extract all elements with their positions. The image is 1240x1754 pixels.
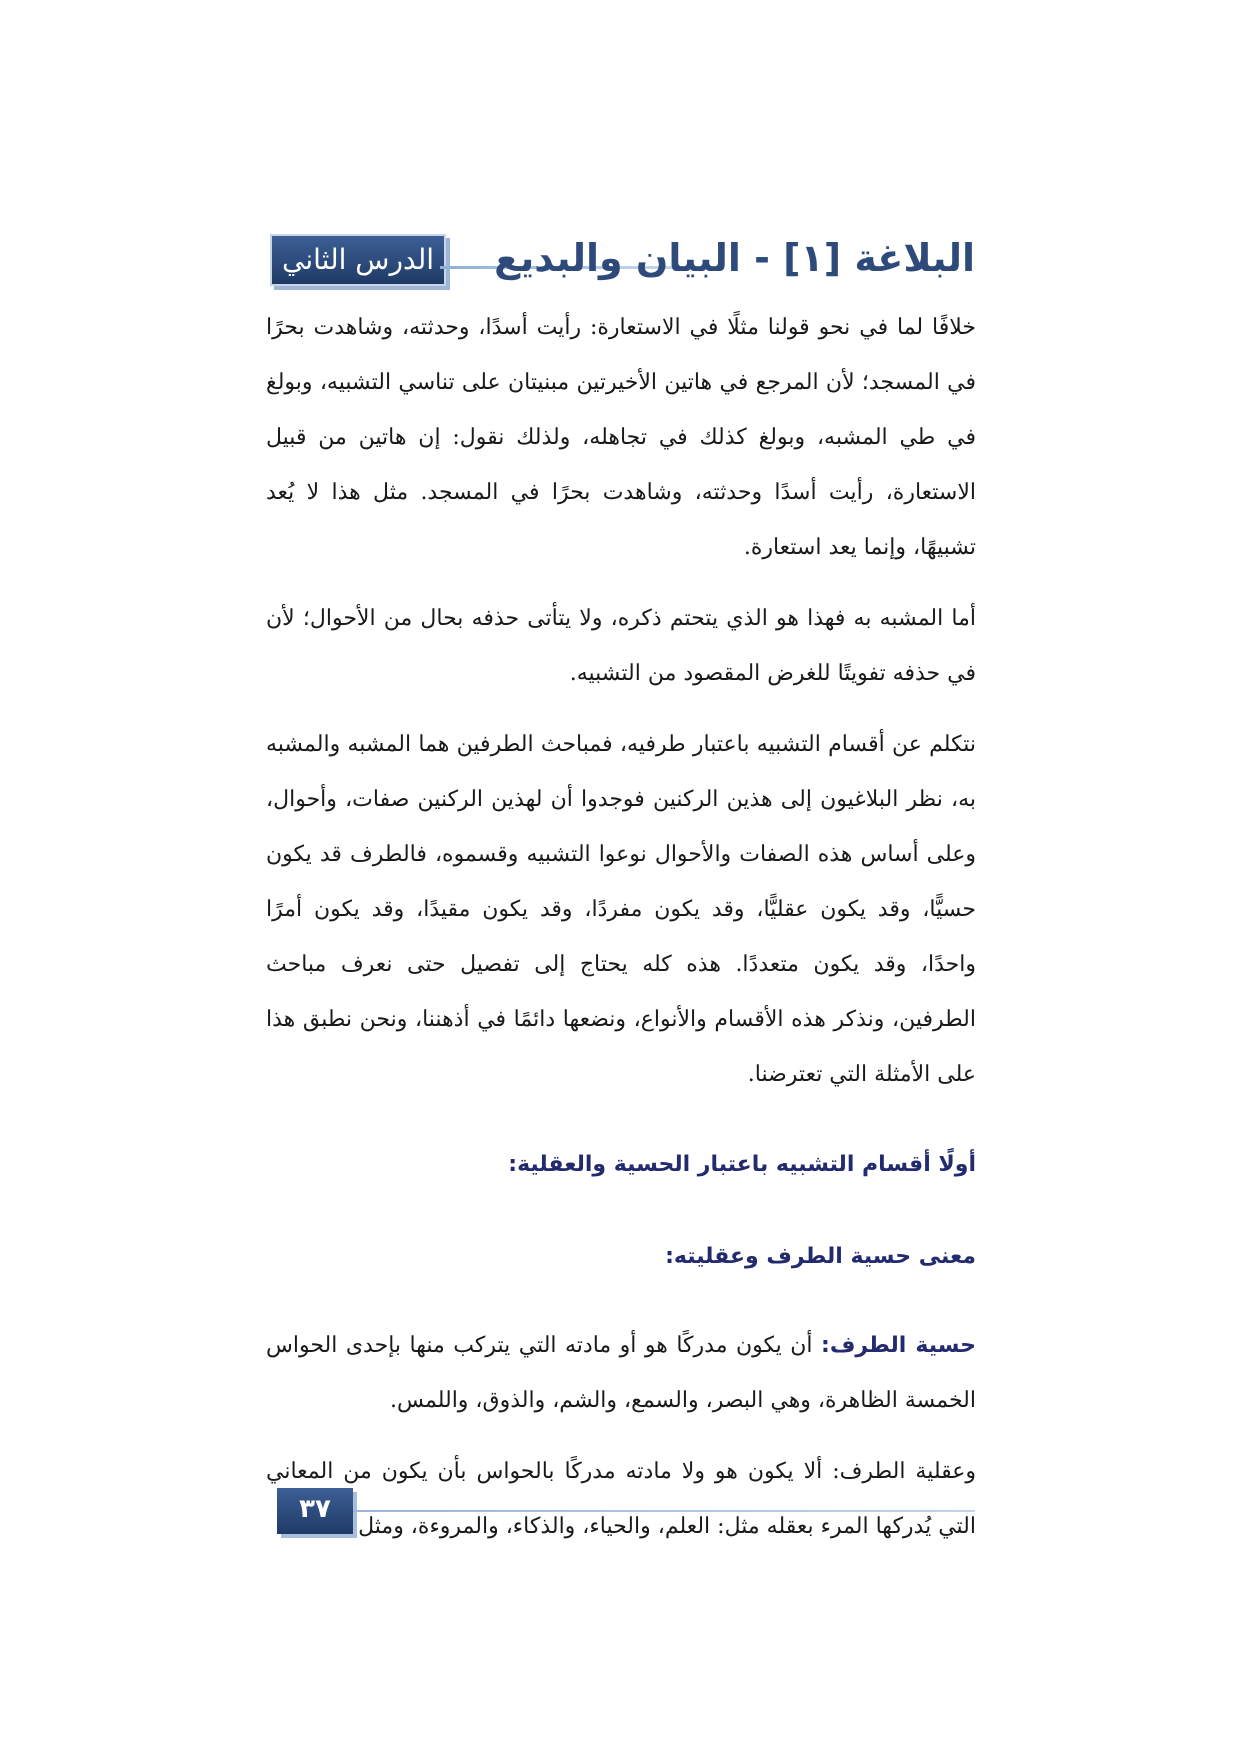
page-header — [270, 232, 975, 292]
paragraph: نتكلم عن أقسام التشبيه باعتبار طرفيه، فمباحث الطرفين هما المشبه والمشبه به، نظر البلاغيون إلى هذين الركنين فوجدوا أن لهذين الركنين صفات، وأحوال، وعلى أساس هذه الصفات والأحوال نوعوا التشبيه وقسموه، فالطرف قد يكون حسيًّا، وقد يكون عقليًّا، وقد يكون مفردًا، وقد يكون مقيدًا، وقد يكون أمرًا واحدًا، وقد يكون متعددًا. هذه كله يحتاج إلى تفصيل حتى نعرف مباحث الطرفين، ونذكر هذه الأقسام والأنواع، ونضعها دائمًا في أذهننا، ونحن نطبق هذا على الأمثلة التي تعترضنا. — [266, 732, 976, 1087]
page-footer — [277, 1488, 975, 1538]
lesson-badge — [270, 234, 446, 286]
book-title: البلاغة [١] - البيان والبديع — [494, 236, 975, 280]
definition-paragraph: وعقلية الطرف: ألا يكون هو ولا مادته مدركًا بالحواس بأن يكون من المعاني التي يُدركها المرء بعقله مثل: العلم، والحياء، والذكاء، والمروءة، ومثل — [266, 1459, 976, 1539]
subsection-heading: معنى حسية الطرف وعقليته: — [665, 1244, 976, 1269]
footer-divider — [353, 1510, 975, 1512]
page-body — [266, 300, 976, 1570]
page-number: ٣٧ — [299, 1494, 331, 1524]
paragraph: أما المشبه به فهذا هو الذي يتحتم ذكره، ولا يتأتى حذفه بحال من الأحوال؛ لأن في حذفه تفويتًا للغرض المقصود من التشبيه. — [266, 606, 976, 686]
definition-text: أن يكون مدركًا هو أو مادته التي يتركب منها بإحدى الحواس الخمسة الظاهرة، وهي البصر، والسمع، والشم، والذوق، واللمس. — [266, 1333, 976, 1413]
section-heading: أولًا أقسام التشبيه باعتبار الحسية والعقلية: — [508, 1152, 976, 1177]
paragraph: خلافًا لما في نحو قولنا مثلًا في الاستعارة: رأيت أسدًا، وحدثته، وشاهدت بحرًا في المسجد؛ لأن المرجع في هاتين الأخيرتين مبنيتان على تناسي التشبيه، وبولغ في طي المشبه، وبولغ كذلك في تجاهله، ولذلك نقول: إن هاتين من قبيل الاستعارة، رأيت أسدًا وحدثته، وشاهدت بحرًا في المسجد. مثل هذا لا يُعد تشبيهًا، وإنما يعد استعارة. — [266, 315, 976, 560]
page-number-badge — [277, 1488, 353, 1534]
lesson-label: الدرس الثاني — [281, 243, 435, 276]
definition-paragraph — [266, 1318, 976, 1428]
definition-term: حسية الطرف: — [821, 1333, 977, 1358]
